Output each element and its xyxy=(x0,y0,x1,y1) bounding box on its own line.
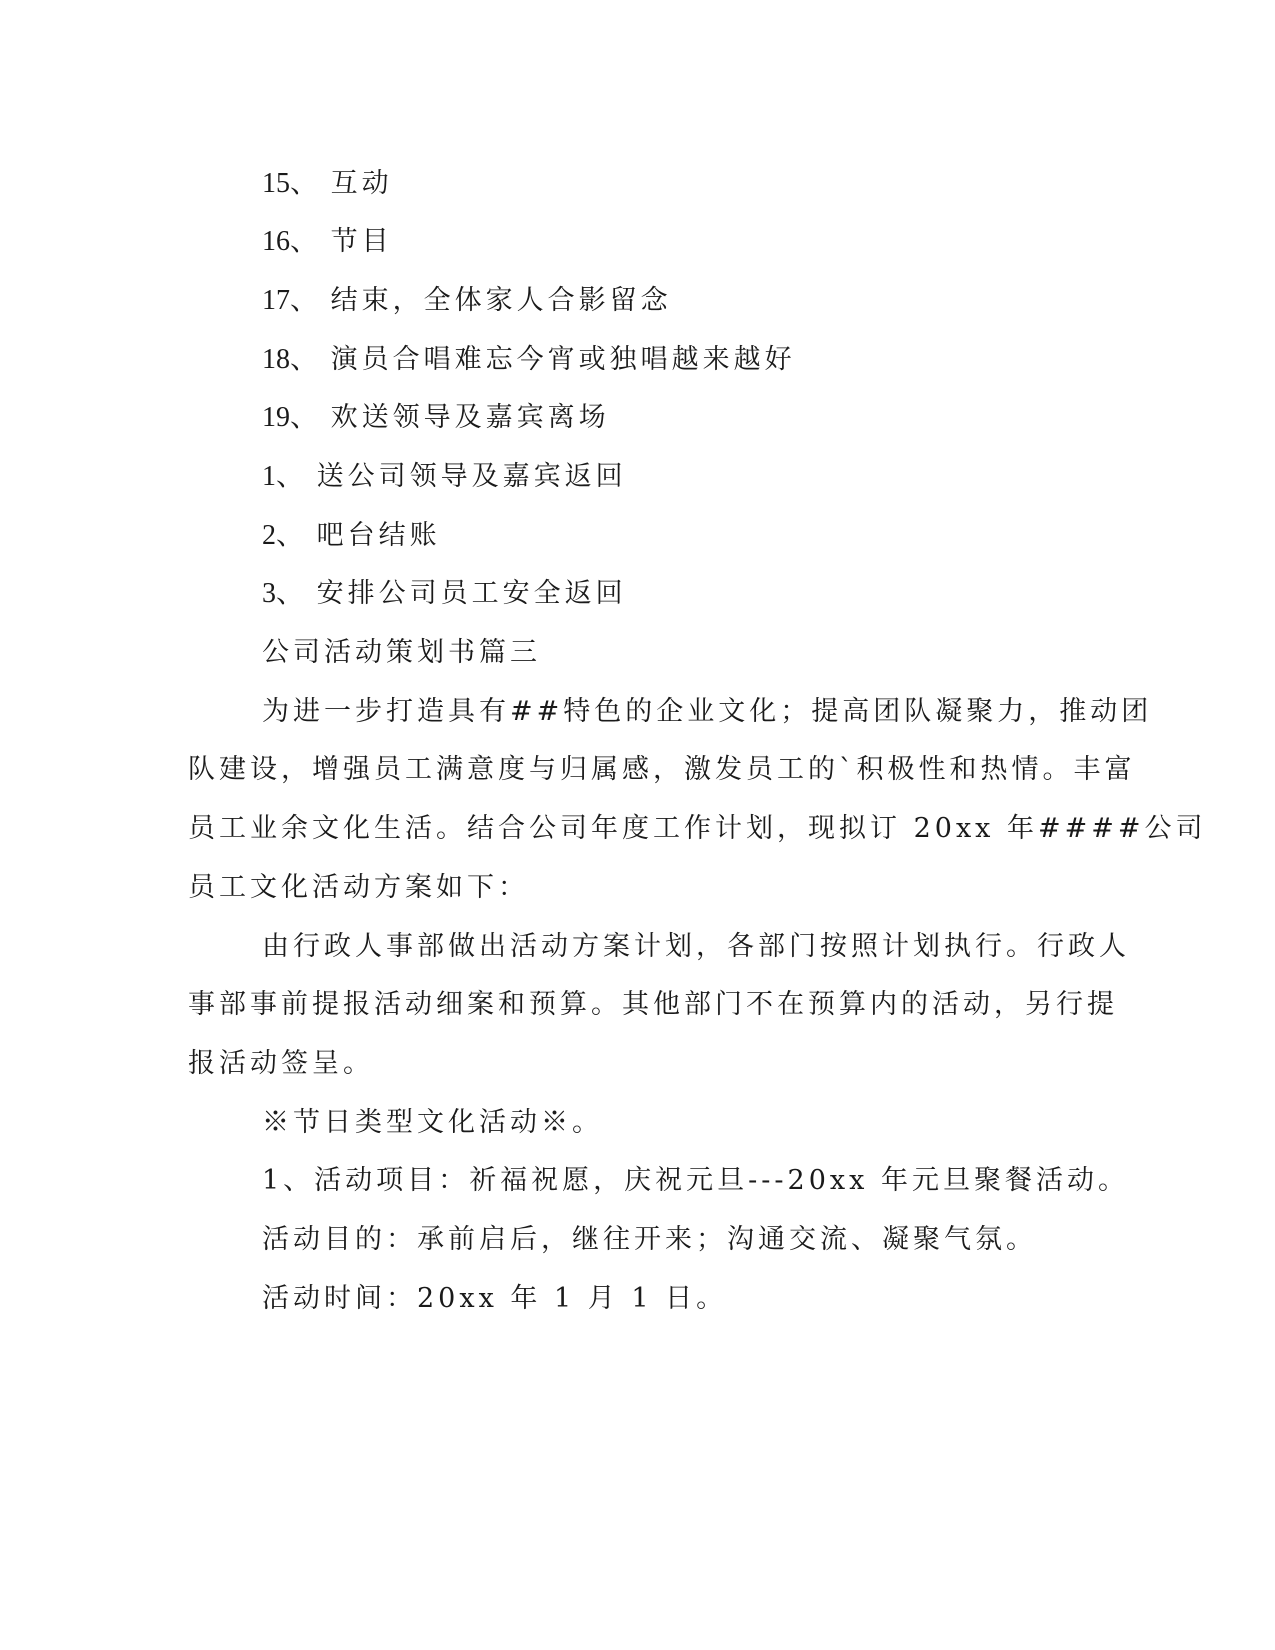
list-text: 演员合唱难忘今宵或独唱越来越好 xyxy=(330,344,796,375)
list-item xyxy=(262,459,627,495)
list-number: 18、 xyxy=(262,344,319,375)
list-number: 15、 xyxy=(262,168,319,199)
list-number: 2、 xyxy=(262,520,305,551)
list-item xyxy=(262,518,441,554)
list-text: 节目 xyxy=(330,226,393,257)
list-number: 3、 xyxy=(262,578,305,609)
list-number: 1、 xyxy=(262,461,305,492)
activity-item: 1、活动项目：祈福祝愿，庆祝元旦---20xx 年元旦聚餐活动。 xyxy=(262,1165,1129,1196)
list-item xyxy=(262,342,796,378)
list-item xyxy=(262,576,627,612)
list-item xyxy=(262,166,393,202)
list-item xyxy=(262,283,672,319)
list-text: 吧台结账 xyxy=(316,520,441,551)
list-number: 19、 xyxy=(262,402,319,433)
activity-purpose: 活动目的：承前启后，继往开来；沟通交流、凝聚气氛。 xyxy=(262,1224,1037,1255)
list-number: 16、 xyxy=(262,226,319,257)
paragraph-line: 队建设，增强员工满意度与归属感，激发员工的`积极性和热情。丰富 xyxy=(188,754,1136,785)
section-title: 公司活动策划书篇三 xyxy=(262,637,541,668)
list-text: 送公司领导及嘉宾返回 xyxy=(316,461,627,492)
paragraph-line: 员工业余文化生活。结合公司年度工作计划，现拟订 20xx 年####公司 xyxy=(188,813,1207,844)
paragraph-line: 由行政人事部做出活动方案计划，各部门按照计划执行。行政人 xyxy=(262,931,1130,962)
festival-heading: ※节日类型文化活动※。 xyxy=(262,1107,603,1138)
list-text: 安排公司员工安全返回 xyxy=(316,578,627,609)
list-item xyxy=(262,400,610,436)
list-text: 结束，全体家人合影留念 xyxy=(330,285,672,316)
paragraph-line: 报活动签呈。 xyxy=(188,1048,374,1079)
paragraph-line: 事部事前提报活动细案和预算。其他部门不在预算内的活动，另行提 xyxy=(188,989,1118,1020)
list-text: 互动 xyxy=(330,168,393,199)
list-number: 17、 xyxy=(262,285,319,316)
paragraph-line: 员工文化活动方案如下： xyxy=(188,872,529,903)
paragraph-line: 为进一步打造具有##特色的企业文化；提高团队凝聚力，推动团 xyxy=(262,696,1153,727)
activity-time: 活动时间：20xx 年 1 月 1 日。 xyxy=(262,1283,728,1314)
list-text: 欢送领导及嘉宾离场 xyxy=(330,402,610,433)
list-item xyxy=(262,224,393,260)
